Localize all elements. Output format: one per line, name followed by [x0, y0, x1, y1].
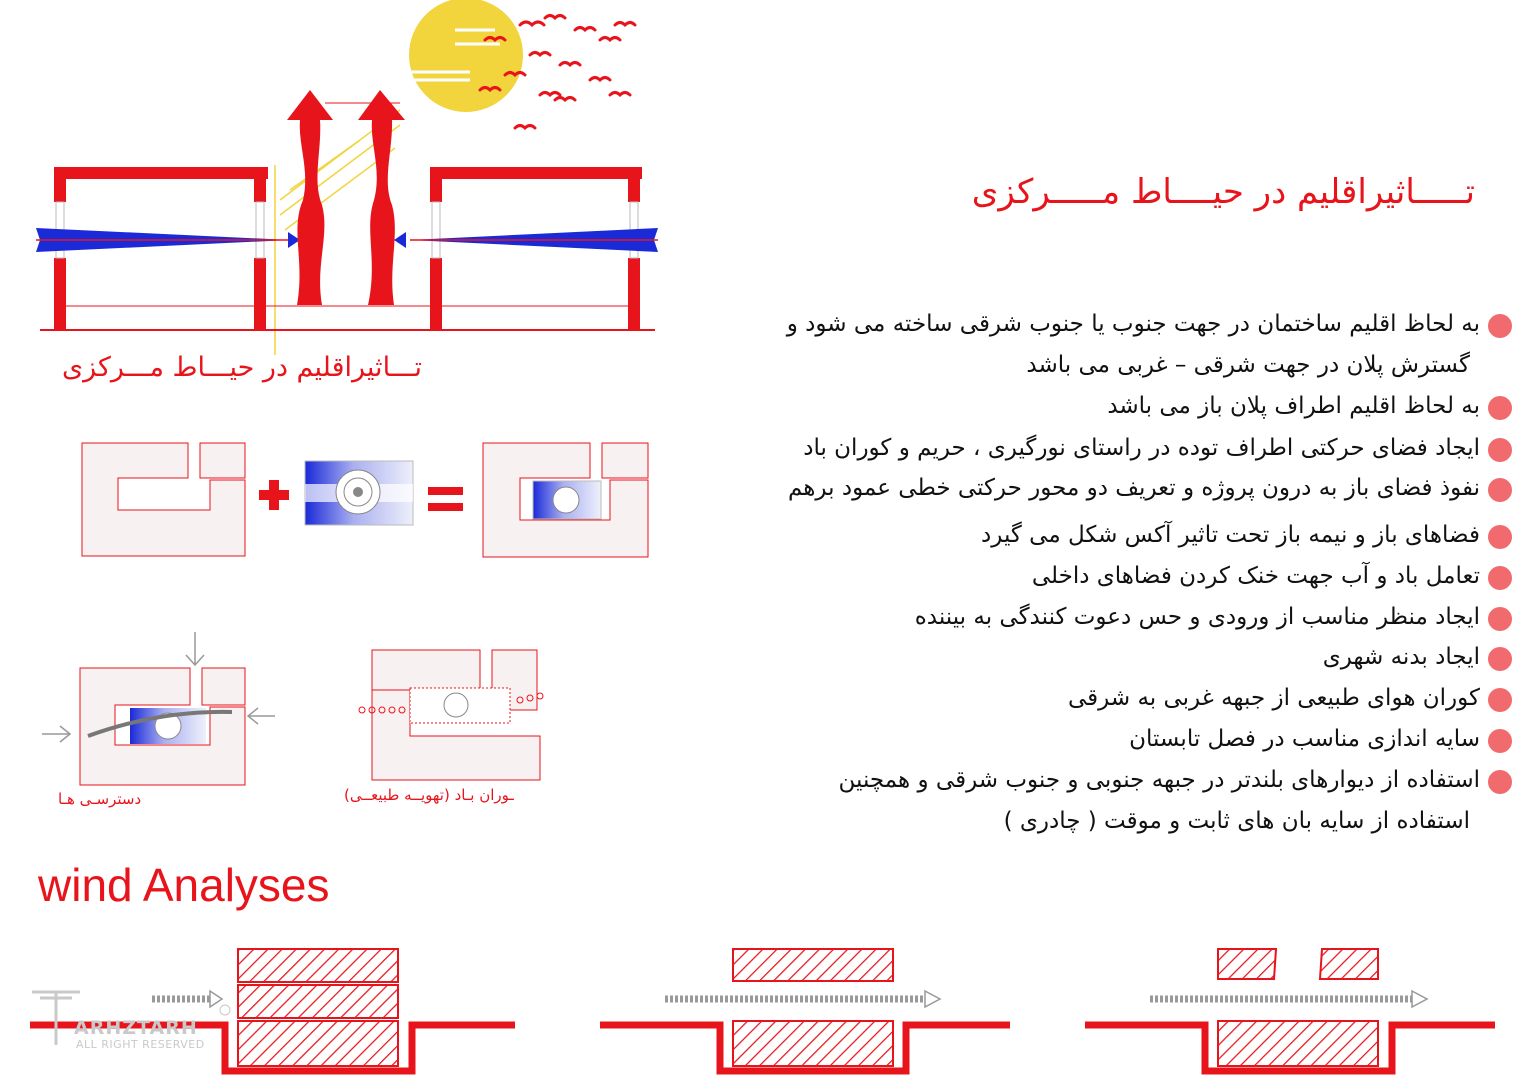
bullet-text: استفاده از سایه بان های ثابت و موقت ( چادری ): [1003, 808, 1470, 834]
bullet-text: به لحاظ اقلیم ساختمان در جهت جنوب یا جنوب شرقی ساخته می شود و: [786, 311, 1480, 337]
wind-analyses-title: wind Analyses: [38, 859, 330, 911]
bullet-text: تعامل باد و آب جهت خنک کردن فضاهای داخلی: [1031, 563, 1480, 589]
bullet-text: کوران هوای طبیعی از جبهه غربی به شرقی: [1068, 685, 1480, 711]
watermark-rights: ALL RIGHT RESERVED: [76, 1038, 205, 1051]
bullet-text: گسترش پلان در جهت شرقی – غربی می باشد: [1026, 352, 1470, 378]
section-caption: تـــاثیراقلیم در حیـــاط مـــرکزی: [62, 352, 423, 383]
page-title: تـــــاثیراقلیم در حیــــاط مـــــرکزی: [971, 172, 1475, 212]
bullet-text: سایه اندازی مناسب در فصل تابستان: [1129, 726, 1480, 752]
bullet-text: فضاهای باز و نیمه باز تحت تاثیر آکس شکل می گیرد: [981, 522, 1480, 548]
bullet-text: ایجاد بدنه شهری: [1322, 644, 1480, 670]
bullet-text: ایجاد منظر مناسب از ورودی و حس دعوت کنندگی به بیننده: [914, 604, 1480, 630]
ventilation-caption: ـوران بـاد (تهویــه طبیعــی): [344, 786, 514, 804]
access-caption: دسترسـی هـا: [58, 790, 142, 808]
bullet-text: استفاده از دیوارهای بلندتر در جبهه جنوبی و جنوب شرقی و همچنین: [838, 767, 1480, 793]
bullet-text: نفوذ فضای باز به درون پروژه و تعریف دو محور حرکتی خطی عمود برهم: [787, 475, 1480, 501]
bullet-text: ایجاد فضای حرکتی اطراف توده در راستای نورگیری ، حریم و کوران باد: [803, 435, 1480, 461]
bullet-text: به لحاظ اقلیم اطراف پلان باز می باشد: [1107, 393, 1480, 419]
watermark-brand: ARHZTARH: [74, 1017, 198, 1039]
